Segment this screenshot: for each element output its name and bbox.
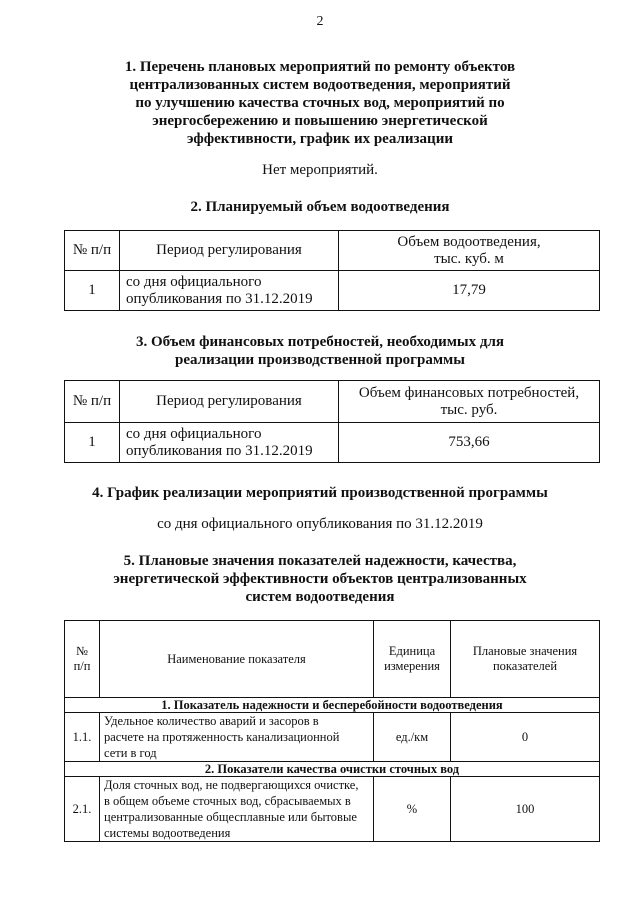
section1-title-line: по улучшению качества сточных вод, мероприятий по [135,95,505,111]
section1-title-line: 1. Перечень плановых мероприятий по ремонту объектов [124,59,516,75]
col-period-header: Период регулирования [120,231,339,271]
name-line: сети в год [104,746,157,760]
col-volume-header [339,231,600,271]
row-unit: % [374,777,451,842]
finance-table [64,380,600,463]
section1-title-line: централизованных систем водоотведения, мероприятий [129,77,511,93]
header-line: измерения [384,659,440,673]
row-period [120,423,339,463]
col-num-header: № п/п [65,231,120,271]
section1-title-line: энергосбережению и повышению энергетической [152,113,488,129]
group-header-quality: 2. Показатели качества очистки сточных вод [65,762,600,777]
row-unit: ед./км [374,713,451,762]
volume-table [64,230,600,311]
section1-title [0,58,640,148]
name-line: централизованные общесплавные или бытовые [104,810,357,824]
row-value: 100 [451,777,600,842]
row-name [100,713,374,762]
row-num: 1 [65,271,120,311]
header-line: тыс. руб. [440,401,498,418]
col-unit-header [374,621,451,698]
header-line: № [76,644,88,658]
section5-title-line: энергетической эффективности объектов централизованных [113,571,527,587]
col-num-header [65,621,100,698]
section4-text: со дня официального опубликования по 31.12.2019 [157,516,483,532]
header-line: тыс. куб. м [434,250,504,267]
period-line: опубликования по 31.12.2019 [126,442,313,459]
period-line: со дня официального [126,425,262,442]
section5-title-line: 5. Плановые значения показателей надежности, качества, [123,553,517,569]
period-line: опубликования по 31.12.2019 [126,290,313,307]
name-line: Доля сточных вод, не подвергающихся очистке, [104,778,359,792]
period-line: со дня официального [126,273,262,290]
row-value: 0 [451,713,600,762]
name-line: в общем объеме сточных вод, сбрасываемых в [104,794,351,808]
row-volume: 17,79 [339,271,600,311]
name-line: расчете на протяженность канализационной [104,730,340,744]
name-line: Удельное количество аварий и засоров в [104,714,319,728]
col-name-header: Наименование показателя [100,621,374,698]
col-finance-header [339,381,600,423]
header-line: Плановые значения [472,644,578,658]
row-num: 1.1. [65,713,100,762]
section3-title-line: 3. Объем финансовых потребностей, необходимых для [135,334,505,350]
header-line: Объем водоотведения, [397,233,541,250]
row-num: 2.1. [65,777,100,842]
section3-title-line: реализации производственной программы [175,352,465,368]
section5-title-line: систем водоотведения [245,589,395,605]
row-period [120,271,339,311]
page-number: 2 [316,14,324,29]
header-line: показателей [492,659,558,673]
group-header-reliability: 1. Показатель надежности и бесперебойности водоотведения [65,698,600,713]
indicators-table [64,620,600,842]
col-value-header [451,621,600,698]
col-num-header: № п/п [65,381,120,423]
row-finance: 753,66 [339,423,600,463]
row-num: 1 [65,423,120,463]
header-line: п/п [73,659,91,673]
section3-title [0,333,640,369]
header-line: Объем финансовых потребностей, [358,384,580,401]
row-name [100,777,374,842]
section1-note: Нет мероприятий. [262,162,378,178]
header-line: Единица [388,644,436,658]
section5-title [0,552,640,606]
col-period-header: Период регулирования [120,381,339,423]
section4-title: 4. График реализации мероприятий производственной программы [92,485,548,501]
name-line: системы водоотведения [104,826,231,840]
section2-title: 2. Планируемый объем водоотведения [190,199,450,215]
section1-title-line: эффективности, график их реализации [187,131,453,147]
